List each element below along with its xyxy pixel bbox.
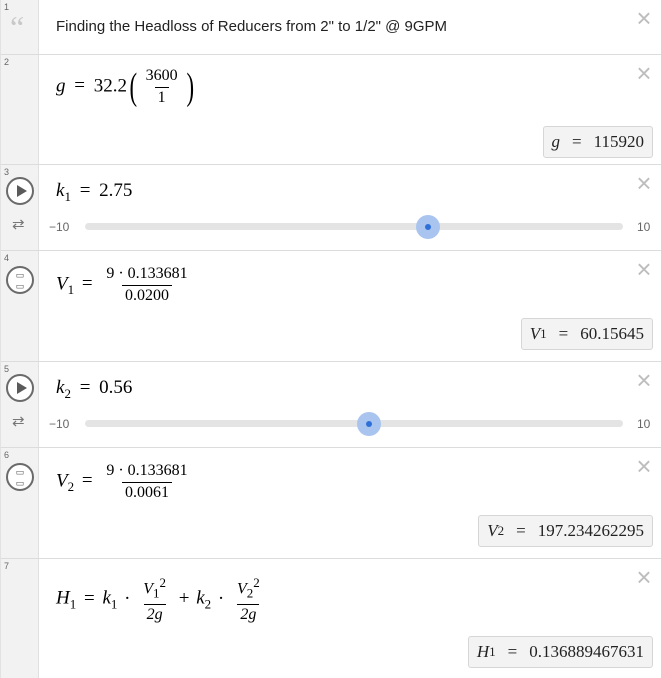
denominator: 1 (155, 87, 169, 107)
subscript: 2 (204, 596, 212, 612)
row-gutter[interactable] (1, 251, 39, 361)
slider-track[interactable] (85, 420, 623, 427)
evaluation-result (478, 515, 653, 547)
delete-expression-icon[interactable]: × (636, 3, 652, 33)
expression-row-6[interactable] (1, 448, 661, 559)
evaluation-result (543, 126, 653, 158)
delete-expression-icon[interactable]: × (636, 254, 652, 284)
result-subscript: 2 (497, 523, 505, 538)
numerator: 3600 (145, 67, 178, 84)
row-gutter[interactable] (1, 362, 39, 447)
result-value: 0.136889467631 (529, 642, 644, 661)
expression-number: 4 (4, 253, 10, 263)
loop-icon[interactable]: ⇄ (12, 216, 25, 233)
equals-sign: = (79, 180, 91, 201)
subscript: 1 (64, 188, 71, 204)
expression-row-5[interactable] (1, 362, 661, 448)
slider-min-label[interactable]: −10 (49, 220, 70, 234)
expression-row-1[interactable] (1, 0, 661, 55)
slider-max-label[interactable]: 10 (637, 220, 651, 234)
result-var: g (551, 132, 561, 151)
note-quote-icon: “ (10, 9, 25, 45)
row-gutter[interactable] (1, 0, 39, 54)
row-gutter[interactable] (1, 559, 39, 678)
denominator: 0.0200 (122, 285, 172, 305)
var-V: V (56, 273, 68, 295)
exponent: 2 (159, 575, 166, 590)
fraction (143, 67, 181, 107)
delete-expression-icon[interactable]: × (636, 562, 652, 592)
expression-input[interactable] (56, 265, 194, 305)
slider-min-label[interactable]: −10 (49, 417, 70, 431)
numerator (234, 575, 263, 604)
row-gutter[interactable] (1, 55, 39, 164)
var-H: H (56, 587, 70, 609)
result-var: V (529, 324, 541, 343)
left-paren: ( (129, 66, 138, 108)
expression-input[interactable] (56, 377, 132, 402)
result-var: V (487, 521, 498, 540)
expression-number: 3 (4, 167, 10, 177)
denominator (237, 604, 259, 624)
equals-sign: = (83, 587, 95, 609)
result-value: 60.15645 (580, 324, 644, 343)
var-k: k (56, 180, 65, 201)
subscript: 2 (67, 479, 75, 495)
coefficient: 32.2 (93, 75, 127, 97)
expression-row-7[interactable] (1, 559, 661, 678)
subscript: 2 (246, 585, 254, 601)
delete-expression-icon[interactable]: × (636, 451, 652, 481)
delete-expression-icon[interactable]: × (636, 365, 652, 395)
fraction-format-icon[interactable]: ▭ ▭ (6, 463, 34, 491)
expression-number: 1 (4, 2, 10, 12)
loop-icon[interactable]: ⇄ (12, 413, 25, 430)
slider-thumb-dot (366, 421, 372, 427)
slider-thumb[interactable] (416, 215, 440, 239)
denominator (144, 604, 166, 624)
note-text[interactable]: Finding the Headloss of Reducers from 2" to 1/2" @ 9GPM (56, 18, 448, 35)
expression-number: 7 (4, 561, 10, 571)
result-equals: = (572, 132, 582, 151)
result-equals: = (558, 324, 569, 343)
equals-sign: = (79, 377, 91, 398)
equals-sign: = (74, 75, 85, 97)
play-slider-icon[interactable] (6, 374, 34, 402)
expression-number: 6 (4, 450, 10, 460)
denominator: 0.0061 (122, 482, 172, 502)
slider-thumb[interactable] (357, 412, 381, 436)
right-paren: ) (186, 66, 194, 108)
result-subscript: 1 (540, 326, 547, 341)
result-subscript: 1 (489, 644, 496, 659)
result-equals: = (516, 521, 526, 540)
expression-input[interactable] (56, 462, 194, 502)
expression-input[interactable] (56, 575, 266, 624)
result-var: H (476, 642, 490, 661)
var-V: V (56, 470, 68, 492)
result-value: 115920 (593, 132, 644, 151)
expression-input[interactable] (56, 180, 132, 205)
subscript: 1 (153, 585, 160, 601)
subscript: 1 (110, 596, 118, 612)
expression-row-3[interactable] (1, 165, 661, 251)
numerator (140, 575, 169, 604)
numerator: 9 · 0.133681 (106, 462, 188, 479)
subscript: 1 (69, 596, 77, 612)
expression-number: 5 (4, 364, 10, 374)
equals-sign: = (81, 470, 93, 492)
var-g: g (56, 75, 66, 97)
slider-track[interactable] (85, 223, 623, 230)
denominator-text: 2g (146, 605, 163, 623)
var-V: V (143, 580, 153, 598)
var-k: k (196, 587, 205, 609)
exponent: 2 (253, 575, 260, 590)
result-equals: = (507, 642, 518, 661)
var-k: k (102, 587, 111, 609)
expression-input[interactable] (56, 67, 196, 107)
slider-thumb-dot (425, 224, 431, 230)
fraction (140, 575, 169, 624)
plus-operator: + (178, 587, 190, 609)
var-k: k (56, 377, 65, 398)
result-value: 197.234262295 (537, 521, 644, 540)
expression-number: 2 (4, 57, 10, 67)
fraction-format-icon[interactable]: ▭ ▭ (6, 266, 34, 294)
play-slider-icon[interactable] (6, 177, 34, 205)
dot-operator: · (217, 587, 225, 609)
slider-max-label[interactable]: 10 (637, 417, 651, 431)
delete-expression-icon[interactable]: × (636, 168, 652, 198)
var-V: V (236, 580, 247, 598)
subscript: 1 (67, 282, 75, 298)
expression-row-2[interactable] (1, 55, 661, 165)
fraction (234, 575, 263, 624)
row-gutter[interactable] (1, 165, 39, 250)
slider-value-text: 2.75 (99, 180, 133, 201)
evaluation-result (468, 636, 653, 668)
subscript: 2 (64, 385, 71, 401)
dot-operator: · (124, 587, 131, 609)
row-gutter[interactable] (1, 448, 39, 558)
expression-row-4[interactable] (1, 251, 661, 362)
denominator-text: 2g (240, 605, 257, 623)
delete-expression-icon[interactable]: × (636, 58, 652, 88)
equals-sign: = (81, 273, 93, 295)
numerator: 9 · 0.133681 (106, 265, 188, 282)
fraction (103, 265, 190, 305)
slider-value-text: 0.56 (99, 377, 133, 398)
evaluation-result (521, 318, 653, 350)
fraction (103, 462, 190, 502)
